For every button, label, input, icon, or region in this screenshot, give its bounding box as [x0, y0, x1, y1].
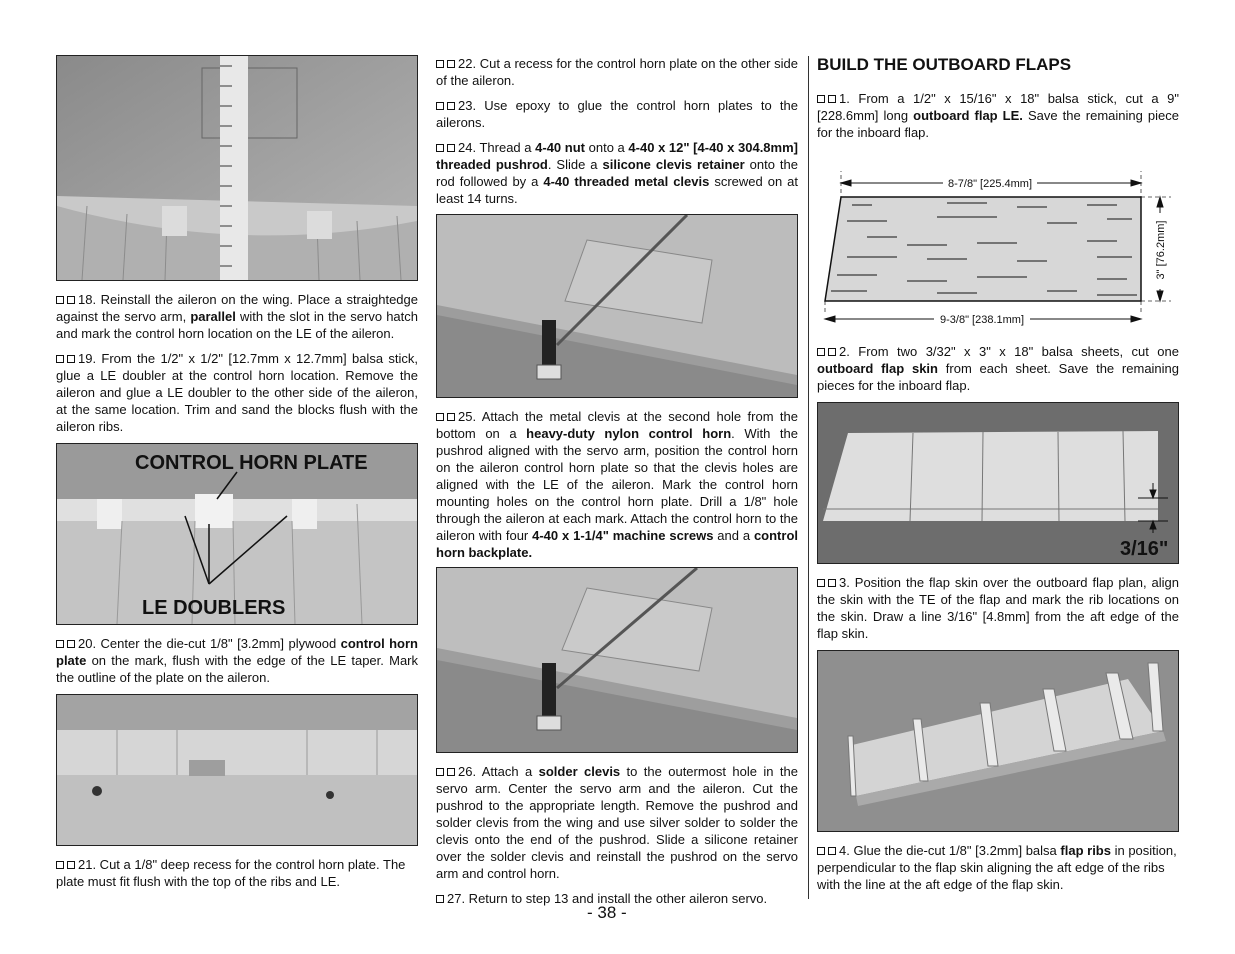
checkbox[interactable]	[436, 895, 444, 903]
checkbox[interactable]	[436, 102, 444, 110]
checkbox[interactable]	[817, 348, 825, 356]
dim-top: 8-7/8" [225.4mm]	[948, 178, 1032, 190]
checkbox[interactable]	[447, 144, 455, 152]
checkbox[interactable]	[828, 579, 836, 587]
checkbox[interactable]	[56, 296, 64, 304]
photo-aileron-ruler	[56, 55, 418, 281]
checkbox[interactable]	[56, 861, 64, 869]
checkbox[interactable]	[67, 861, 75, 869]
label-le-doublers: LE DOUBLERS	[142, 597, 286, 619]
column-right	[817, 55, 1179, 893]
flap-step-3: 3. Position the flap skin over the outboard flap plan, align the skin with the TE of the flap and mark the rib locations on the skin. Draw a line 3/16" [4.8mm] from the aft edge of the flap skin.	[817, 575, 1179, 641]
step-21: 21. Cut a 1/8" deep recess for the control horn plate. The plate must fit flush with the top of the ribs and LE.	[56, 857, 406, 889]
flap-step-2: 2. From two 3/32" x 3" x 18" balsa sheets, cut one outboard flap skin from each sheet. Save the remaining pieces for the inboard flap.	[817, 344, 1180, 393]
step-20: 20. Center the die-cut 1/8" [3.2mm] plywood control horn plate on the mark, flush with the edge of the LE taper. Mark the outline of the plate on the aileron.	[56, 636, 419, 685]
step-22: 22. Cut a recess for the control horn plate on the other side of the aileron.	[436, 56, 798, 88]
checkbox[interactable]	[447, 60, 455, 68]
step-27: 27. Return to step 13 and install the other aileron servo.	[436, 890, 798, 907]
checkbox[interactable]	[67, 355, 75, 363]
checkbox[interactable]	[56, 640, 64, 648]
checkbox[interactable]	[828, 348, 836, 356]
checkbox[interactable]	[436, 144, 444, 152]
photo-flap-skin	[817, 402, 1179, 564]
photo-control-horn	[436, 567, 798, 753]
step-26: 26. Attach a solder clevis to the outermost hole in the servo arm. Center the servo arm and the aileron. Cut the pushrod to the appropriate length. Remove the pushrod and solder clevis from the wing and use silver solder to solder the clevis onto the end of the pushrod. Slide a silicone retainer over the solder clevis and reinstall the pushrod on the servo arm and control horn.	[436, 764, 798, 881]
photo-control-horn-plate	[56, 443, 418, 625]
step-18: 18. Reinstall the aileron on the wing. Place a straightedge against the servo arm, parallel with the slot in the servo hatch and mark the control horn location on the LE of the aileron.	[56, 292, 419, 341]
label-control-horn-plate: CONTROL HORN PLATE	[135, 452, 368, 474]
flap-step-1: 1. From a 1/2" x 15/16" x 18" balsa stick, cut a 9" [228.6mm] long outboard flap LE. Save the remaining piece for the inboard flap.	[817, 91, 1180, 140]
photo-pushrod-clevis	[436, 214, 798, 398]
column-divider	[808, 56, 809, 899]
label-three-sixteenths: 3/16"	[1120, 538, 1169, 560]
checkbox[interactable]	[67, 640, 75, 648]
flap-diagram	[817, 163, 1179, 331]
dim-side: 3" [76.2mm]	[1155, 220, 1167, 280]
checkbox[interactable]	[436, 768, 444, 776]
checkbox[interactable]	[828, 847, 836, 855]
checkbox[interactable]	[828, 95, 836, 103]
checkbox[interactable]	[817, 579, 825, 587]
step-25: 25. Attach the metal clevis at the second hole from the bottom on a heavy-duty nylon control horn. With the pushrod aligned with the servo arm, position the control horn on the aileron control horn plate so that the clevis holes are aligned with the LE of the aileron. Mark the control horn mounting holes on the control horn plate. Drill a 1/8" hole through the aileron at each mark. Attach the control horn to the aileron with four 4-40 x 1-1/4" machine screws and a control horn backplate.	[436, 409, 798, 560]
checkbox[interactable]	[817, 95, 825, 103]
column-middle	[436, 55, 798, 907]
column-left	[56, 55, 418, 890]
step-23: 23. Use epoxy to glue the control horn plates to the ailerons.	[436, 98, 798, 130]
page-number: - 38 -	[587, 903, 627, 922]
dim-bottom: 9-3/8" [238.1mm]	[940, 314, 1024, 326]
checkbox[interactable]	[817, 847, 825, 855]
photo-recess	[56, 694, 418, 846]
checkbox[interactable]	[447, 102, 455, 110]
step-19: 19. From the 1/2" x 1/2" [12.7mm x 12.7mm] balsa stick, glue a LE doubler at the control horn location. Remove the aileron and glue a LE doubler to the other side of the aileron, at the same location. Trim and sand the blocks flush with the aileron ribs.	[56, 351, 418, 434]
flap-step-4: 4. Glue the die-cut 1/8" [3.2mm] balsa flap ribs in position, perpendicular to the flap skin aligning the aft edge of the ribs with the line at the aft edge of the flap skin.	[817, 843, 1177, 892]
photo-flap-ribs	[817, 650, 1179, 832]
checkbox[interactable]	[436, 413, 444, 421]
step-24: 24. Thread a 4-40 nut onto a 4-40 x 12" [4-40 x 304.8mm] threaded pushrod. Slide a silicone clevis retainer onto the rod followed by a 4-40 threaded metal clevis screwed on at least 14 turns.	[436, 140, 798, 206]
section-heading: BUILD THE OUTBOARD FLAPS	[817, 55, 1072, 74]
checkbox[interactable]	[436, 60, 444, 68]
checkbox[interactable]	[67, 296, 75, 304]
checkbox[interactable]	[447, 413, 455, 421]
checkbox[interactable]	[56, 355, 64, 363]
checkbox[interactable]	[447, 768, 455, 776]
